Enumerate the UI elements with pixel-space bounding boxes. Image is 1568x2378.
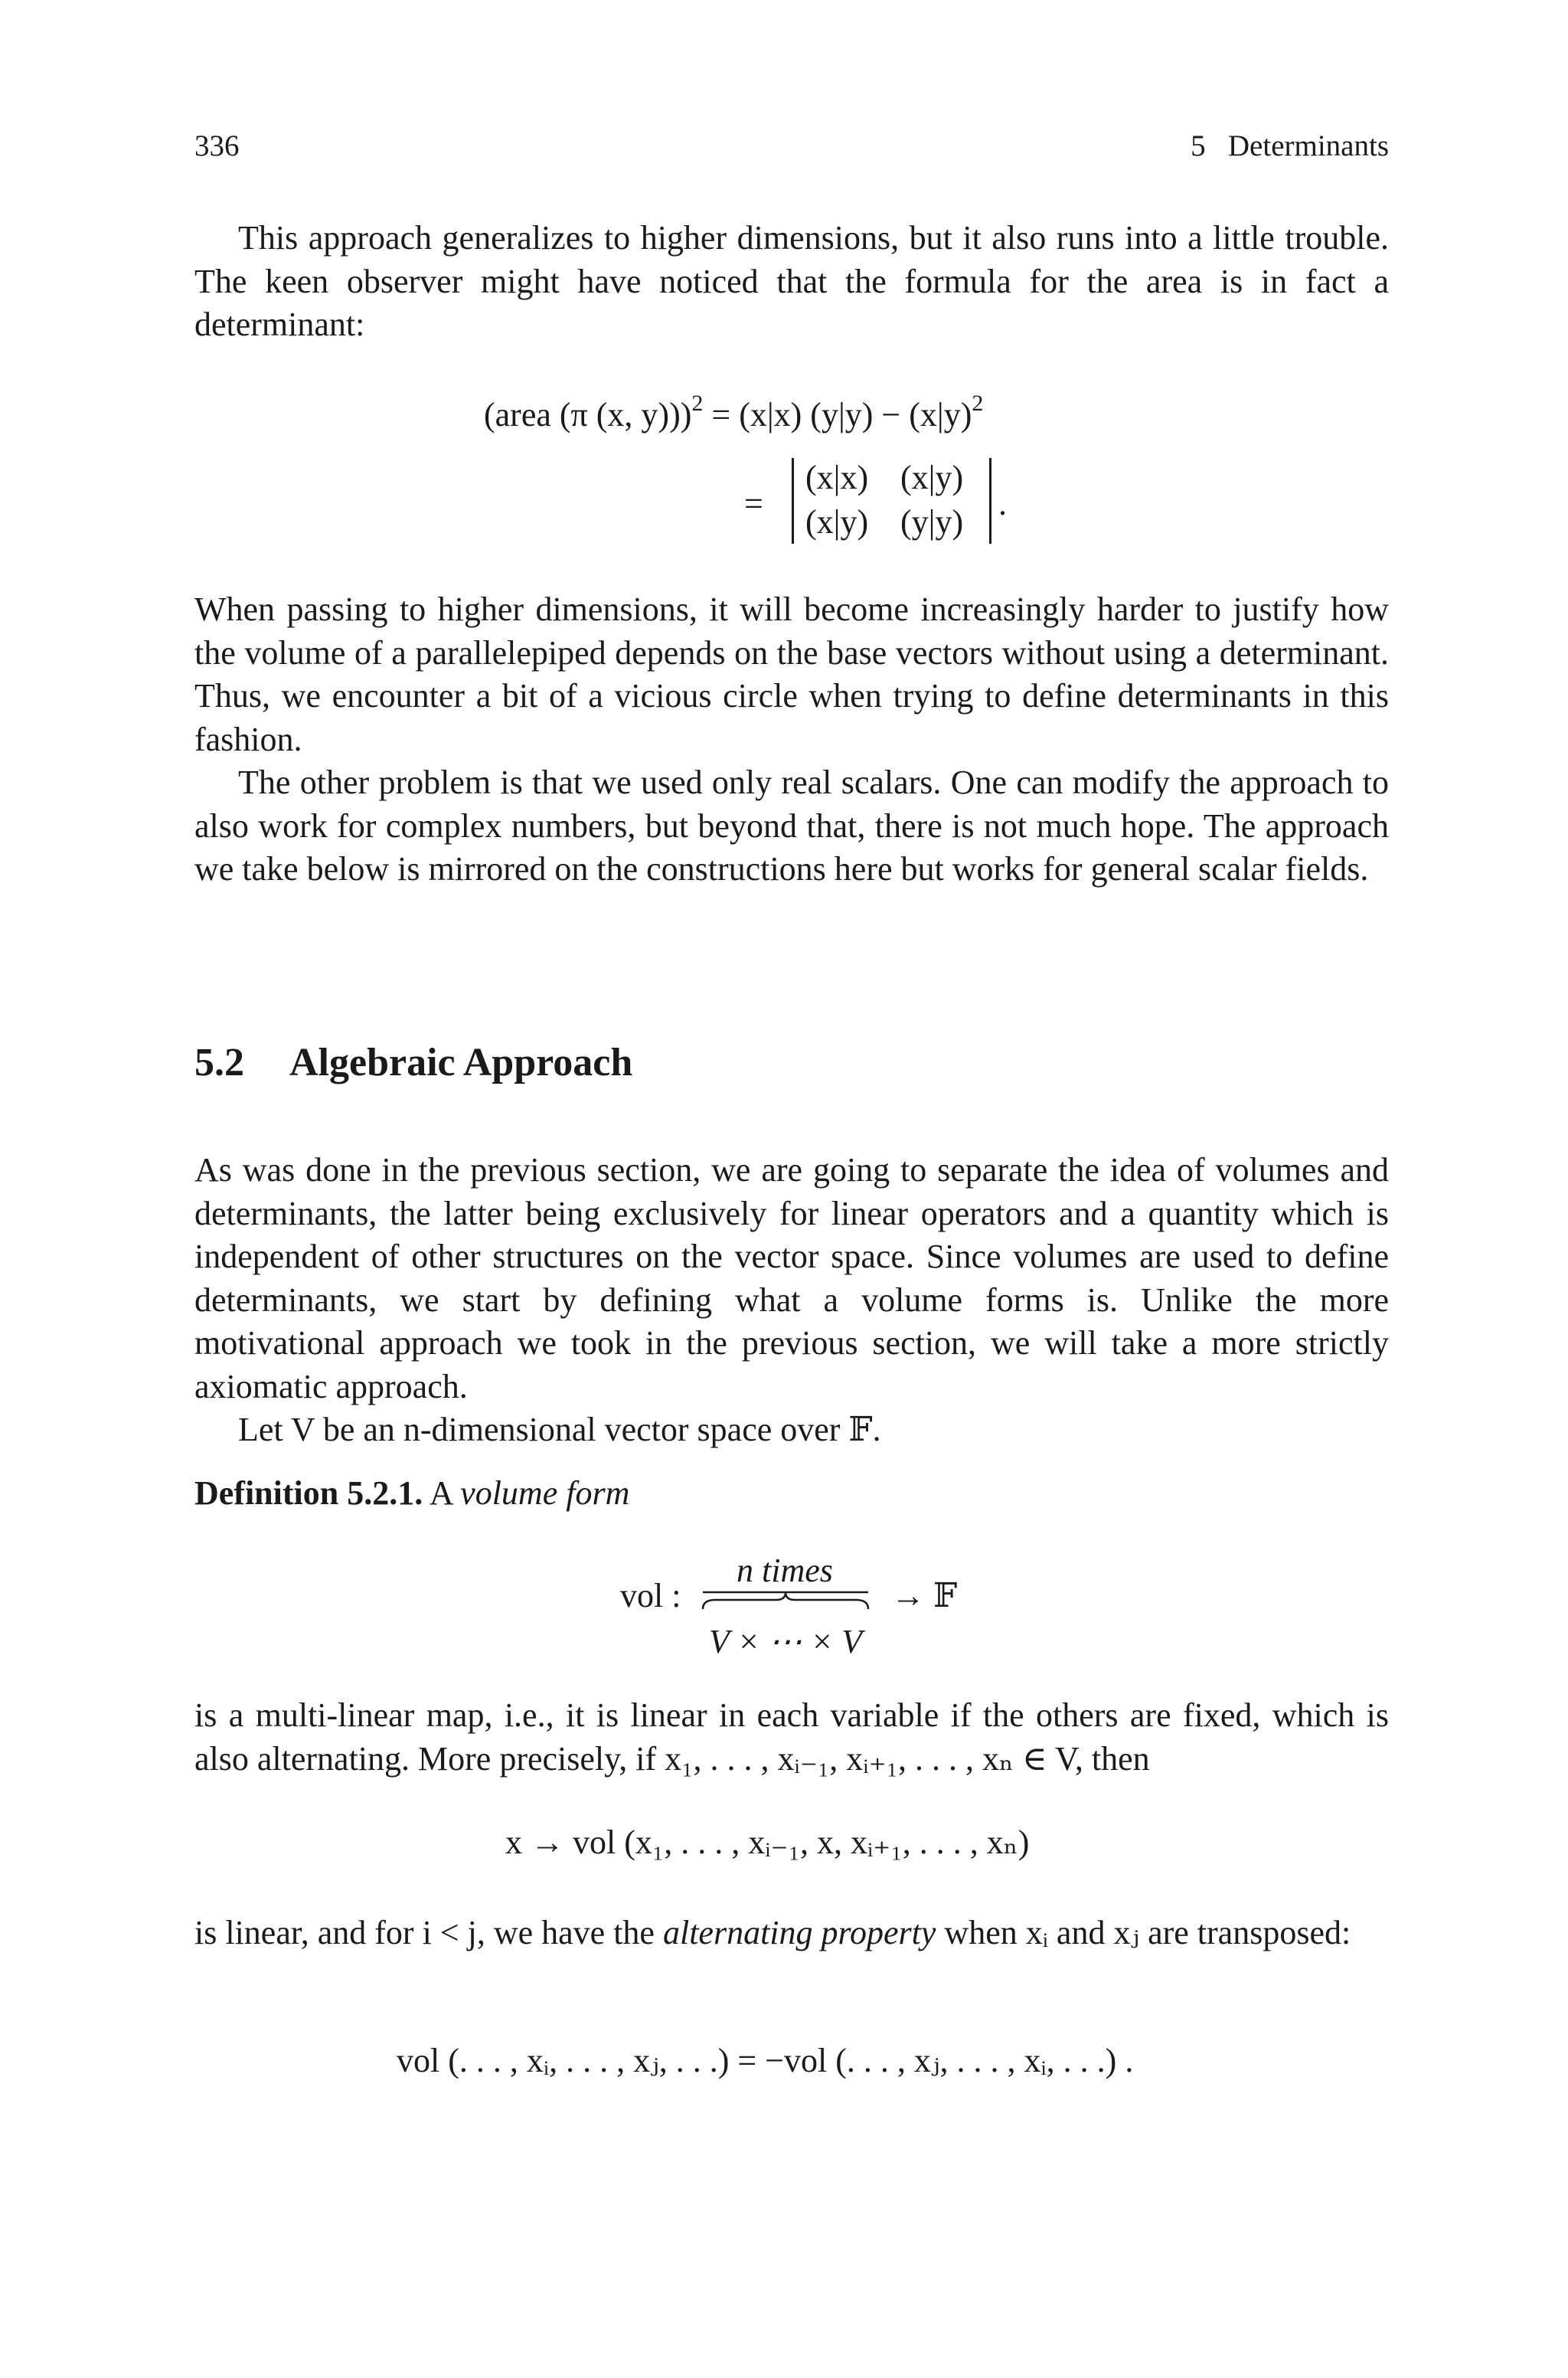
paragraph-4: As was done in the previous section, we are going to separate the idea of volumes and determinants, the latter being exclusively for linear operators and a quantity which is independent of other structures on the vector space. Since volumes are used to define determinants, we start by defining what a volume forms is. Unlike the more motivational approach we took in the previous section, we will take a more strictly axiomatic approach. Let V be an n-dimensional vector space over 𝔽. [194, 1151, 1389, 1448]
equation-area: (area (π (x, y)))$^2$ = (x|x) $(y|y) - (x|y)^2$ [484, 391, 984, 433]
equation-alternating: vol (. . . , xᵢ, . . . , xⱼ, . . .) = −vol (. . . , xⱼ, . . . , xᵢ, . . .) . [397, 2042, 1134, 2079]
paragraph-2: When passing to higher dimensions, it will become increasingly harder to justify how the volume of a parallelepiped depends on the base vectors without using a determinant. Thus, we encounter a bit of a vicious circle when trying to define determinants in this fashion. The other problem is that we used only real scalars. One can modify the approach to also work for complex numbers, but beyond that, there is not much hope. The approach we take below is mirrored on the constructions here but works for general scalar fields. [194, 590, 1389, 888]
paragraph-6: is a multi-linear map, i.e., it is linear in each variable if the others are fixed, which is also alternating. More precisely, if x₁, . . . , xᵢ₋₁, xᵢ₊₁, . . . , xₙ ∈ V, then [194, 1696, 1389, 1778]
overbrace [700, 1589, 871, 1612]
paragraph-7: is linear, and for i < j, we have the alternating property when xᵢ and xⱼ are transposed: [194, 1914, 1351, 1951]
definition: Definition 5.2.1. A volume form [194, 1474, 630, 1512]
page-number: 336 [194, 129, 240, 162]
vol-domain: V × ⋯ × V [708, 1623, 863, 1660]
equation-linear: x → vol (x₁, . . . , xᵢ₋₁, x, xᵢ₊₁, . . . , xₙ) [505, 1824, 1030, 1861]
matrix-entry-12: (x|y) [900, 459, 964, 496]
vol-overbrace-label: n times [737, 1552, 833, 1589]
determinant-bar-left [792, 458, 794, 544]
section-heading: 5.2 Algebraic Approach [194, 1041, 633, 1084]
matrix-entry-22: (y|y) [900, 503, 964, 541]
vol-codomain: → 𝔽 [891, 1577, 958, 1614]
equation-det-equals: = [744, 485, 763, 522]
paragraph-1: This approach generalizes to higher dimensions, but it also runs into a little trouble. The keen observer might have noticed that the formula for the area is in fact a determinant: [194, 219, 1389, 343]
alternating-term: alternating property [662, 1914, 936, 1951]
chapter-title: 5 Determinants [1191, 129, 1389, 162]
matrix-entry-21: (x|y) [805, 503, 869, 541]
vol-lhs: vol : [620, 1577, 681, 1614]
equation-period: . [998, 485, 1007, 522]
matrix-entry-11: (x|x) [805, 459, 869, 496]
definition-term: volume form [460, 1474, 630, 1512]
definition-label: Definition 5.2.1. [194, 1474, 423, 1512]
page [194, 0, 1389, 2378]
determinant-bar-right [989, 458, 991, 544]
